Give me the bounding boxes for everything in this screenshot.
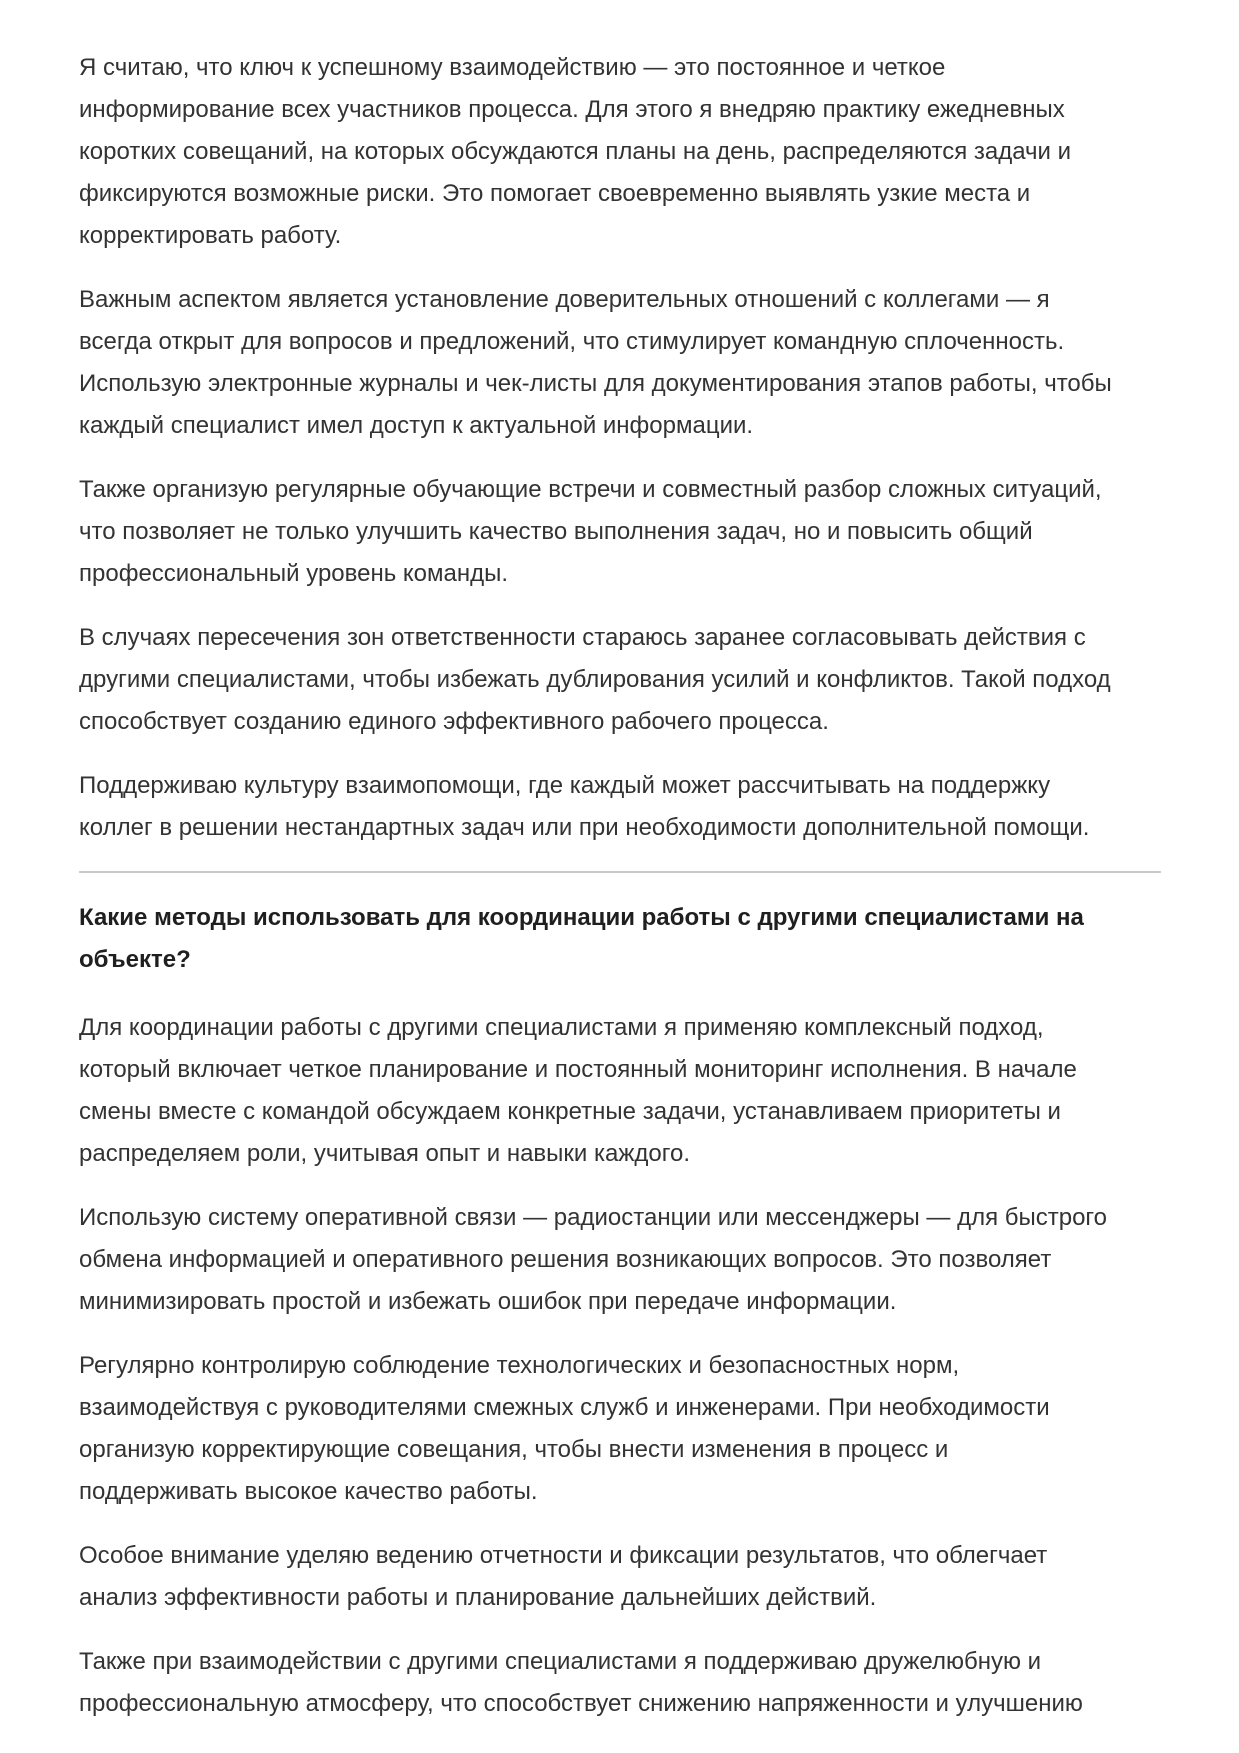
text-line: Важным аспектом является установление доверительных отношений с коллегами — я bbox=[79, 286, 1050, 313]
article-body bbox=[79, 47, 1179, 1725]
text-line: информирование всех участников процесса. Для этого я внедряю практику ежедневных bbox=[79, 96, 1065, 123]
text-line: способствует созданию единого эффективного рабочего процесса. bbox=[79, 708, 829, 735]
text-line: организую корректирующие совещания, чтобы внести изменения в процесс и bbox=[79, 1436, 949, 1463]
text-line: всегда открыт для вопросов и предложений, что стимулирует командную сплоченность. bbox=[79, 328, 1065, 355]
text-line: Какие методы использовать для координации работы с другими специалистами на bbox=[79, 904, 1084, 931]
text-line: коллег в решении нестандартных задач или при необходимости дополнительной помощи. bbox=[79, 814, 1090, 841]
answer-paragraph bbox=[79, 47, 1179, 257]
text-line: Поддерживаю культуру взаимопомощи, где каждый может рассчитывать на поддержку bbox=[79, 772, 1051, 799]
text-line: распределяем роли, учитывая опыт и навыки каждого. bbox=[79, 1140, 691, 1167]
text-line: профессиональную атмосферу, что способствует снижению напряженности и улучшению bbox=[79, 1690, 1083, 1717]
text-line: Использую систему оперативной связи — радиостанции или мессенджеры — для быстрого bbox=[79, 1204, 1108, 1231]
text-line: взаимодействуя с руководителями смежных служб и инженерами. При необходимости bbox=[79, 1394, 1050, 1421]
text-line: профессиональный уровень команды. bbox=[79, 560, 509, 587]
text-line: объекте? bbox=[79, 946, 191, 973]
text-line: поддерживать высокое качество работы. bbox=[79, 1478, 538, 1505]
text-line: Особое внимание уделяю ведению отчетности и фиксации результатов, что облегчает bbox=[79, 1542, 1048, 1569]
text-line: В случаях пересечения зон ответственности стараюсь заранее согласовывать действия с bbox=[79, 624, 1086, 651]
text-line: Также организую регулярные обучающие встречи и совместный разбор сложных ситуаций, bbox=[79, 476, 1102, 503]
text-line: Для координации работы с другими специалистами я применяю комплексный подход, bbox=[79, 1014, 1044, 1041]
text-line: Регулярно контролирую соблюдение технологических и безопасностных норм, bbox=[79, 1352, 960, 1379]
text-line: каждый специалист имел доступ к актуальной информации. bbox=[79, 412, 754, 439]
text-line: обмена информацией и оперативного решения возникающих вопросов. Это позволяет bbox=[79, 1246, 1052, 1273]
answer-paragraph bbox=[79, 279, 1179, 447]
answer-paragraph bbox=[79, 1345, 1179, 1513]
answer-paragraph bbox=[79, 469, 1179, 595]
text-line: смены вместе с командой обсуждаем конкретные задачи, устанавливаем приоритеты и bbox=[79, 1098, 1061, 1125]
answer-paragraph bbox=[79, 617, 1179, 743]
text-line: минимизировать простой и избежать ошибок при передаче информации. bbox=[79, 1288, 897, 1315]
text-line: Также при взаимодействии с другими специалистами я поддерживаю дружелюбную и bbox=[79, 1648, 1042, 1675]
text-line: корректировать работу. bbox=[79, 222, 342, 249]
section-divider bbox=[79, 871, 1161, 873]
answer-paragraph bbox=[79, 1007, 1179, 1175]
text-line: анализ эффективности работы и планирование дальнейших действий. bbox=[79, 1584, 877, 1611]
text-line: фиксируются возможные риски. Это помогает своевременно выявлять узкие места и bbox=[79, 180, 1031, 207]
question-heading bbox=[79, 897, 1179, 981]
answer-paragraph bbox=[79, 1535, 1179, 1619]
text-line: другими специалистами, чтобы избежать дублирования усилий и конфликтов. Такой подход bbox=[79, 666, 1111, 693]
text-line: который включает четкое планирование и постоянный мониторинг исполнения. В начале bbox=[79, 1056, 1077, 1083]
answer-paragraph bbox=[79, 1641, 1179, 1725]
text-line: Использую электронные журналы и чек-листы для документирования этапов работы, чтобы bbox=[79, 370, 1112, 397]
answer-paragraph bbox=[79, 1197, 1179, 1323]
text-line: что позволяет не только улучшить качество выполнения задач, но и повысить общий bbox=[79, 518, 1033, 545]
answer-paragraph bbox=[79, 765, 1179, 849]
text-line: Я считаю, что ключ к успешному взаимодействию — это постоянное и четкое bbox=[79, 54, 946, 81]
text-line: коротких совещаний, на которых обсуждаются планы на день, распределяются задачи и bbox=[79, 138, 1072, 165]
